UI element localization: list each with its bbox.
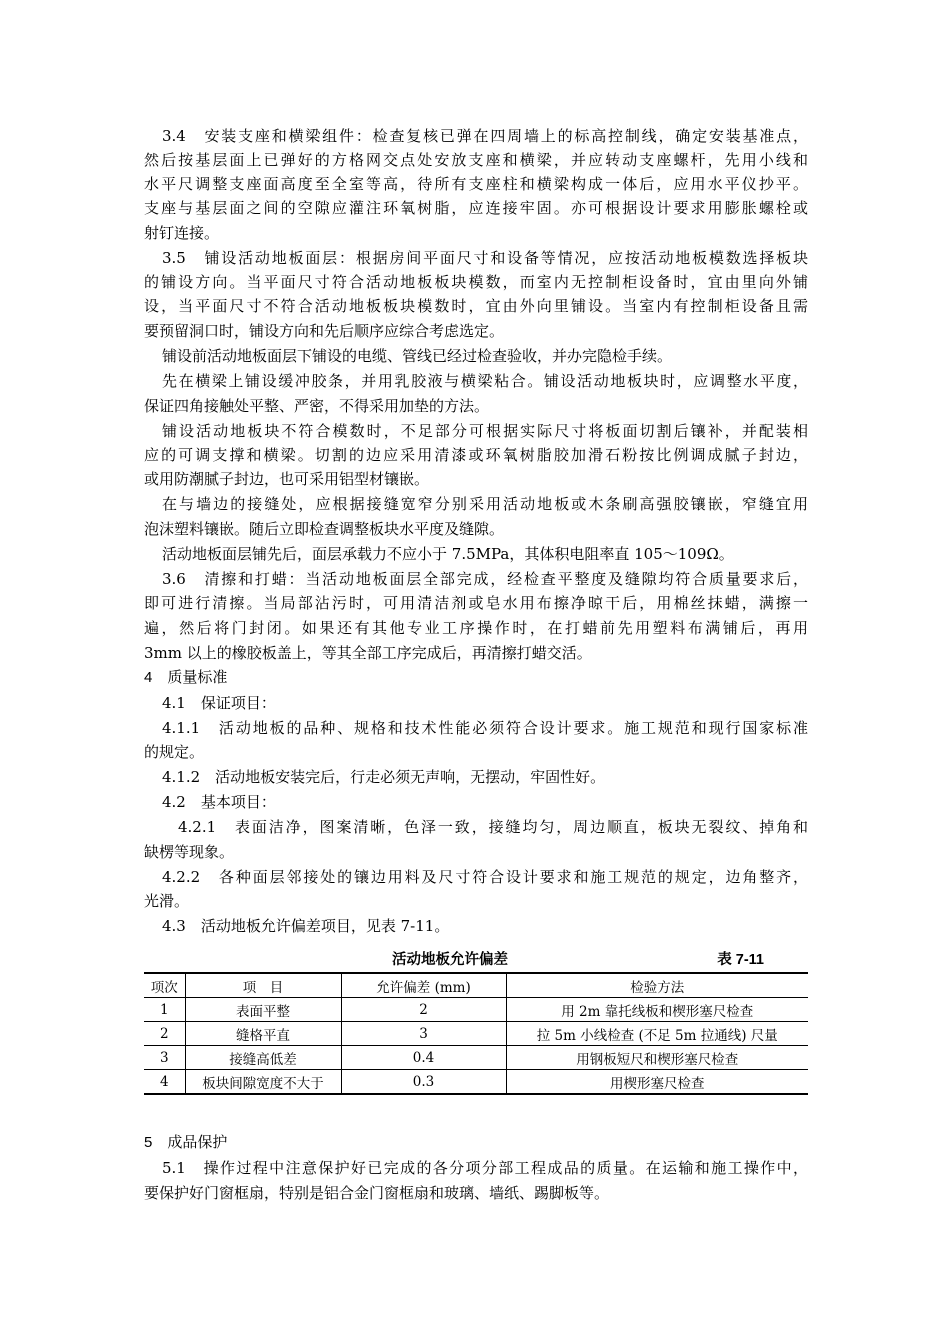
table-cell: 4 <box>159 1073 169 1090</box>
table-row <box>144 1070 808 1095</box>
paragraph-line: 3mm 以上的橡胶板盖上，等其全部工序完成后，再清擦打蜡交活。 <box>144 644 592 662</box>
paragraph-line: 缺楞等现象。 <box>144 843 235 861</box>
subsection-heading: 4.2 基本项目： <box>162 793 276 811</box>
table-cell: 缝格平直 <box>185 1022 341 1046</box>
paragraph-line: 遍，然后将门封闭。如果还有其他专业工序操作时，在打蜡前先用塑料布满铺后，再用 <box>144 619 808 637</box>
paragraph-line: 3.5 铺设活动地板面层：根据房间平面尺寸和设备等情况，应按活动地板模数选择板块 <box>162 249 808 267</box>
table-cell: 1 <box>144 998 185 1022</box>
paragraph-line: 或用防潮腻子封边，也可采用铝型材镶嵌。 <box>144 470 430 488</box>
column-header: 项 目 <box>185 973 341 998</box>
paragraph-line: 水平尺调整支座面高度至全室等高，待所有支座柱和横梁构成一体后，应用水平仪抄平。 <box>144 175 808 193</box>
table-cell: 板块间隙宽度不大于 <box>185 1070 341 1095</box>
paragraph-line: 射钉连接。 <box>144 224 220 242</box>
paragraph-line: 泡沫塑料镶嵌。随后立即检查调整板块水平度及缝隙。 <box>144 520 505 538</box>
table-cell: 2 <box>341 998 506 1022</box>
paragraph-line: 支座与基层面之间的空隙应灌注环氧树脂，应连接牢固。亦可根据设计要求用膨胀螺栓或 <box>144 199 808 217</box>
paragraph-line: 3.4 安装支座和横梁组件：检查复核已弹在四周墙上的标高控制线，确定安装基准点， <box>162 127 808 145</box>
table-cell: 0.4 <box>341 1046 506 1070</box>
table-header-row <box>144 973 808 998</box>
table-caption <box>144 950 808 970</box>
paragraph-line: 4.2.1 表面洁净，图案清晰，色泽一致，接缝均匀，周边顺直，板块无裂纹、掉角和 <box>178 818 808 836</box>
paragraph-line: 4.3 活动地板允许偏差项目，见表 7-11。 <box>162 917 450 935</box>
paragraph-line: 设，当平面尺寸不符合活动地板板块模数时，宜由外向里铺设。当室内有控制柜设备且需 <box>144 297 808 315</box>
paragraph-line: 要预留洞口时，铺设方向和先后顺序应综合考虑选定。 <box>144 322 505 340</box>
table-row <box>144 998 808 1022</box>
paragraph-line: 先在横梁上铺设缓冲胶条，并用乳胶液与横梁粘合。铺设活动地板块时，应调整水平度， <box>162 372 808 390</box>
table-cell: 2 <box>144 1022 185 1046</box>
paragraph-line: 5.1 操作过程中注意保护好已完成的各分项分部工程成品的质量。在运输和施工操作中， <box>162 1159 808 1177</box>
table-row <box>144 1022 808 1046</box>
table-cell: 用 2m 靠托线板和楔形塞尺检查 <box>506 998 808 1022</box>
table-cell: 0.3 <box>341 1070 506 1095</box>
table-cell: 接缝高低差 <box>185 1046 341 1070</box>
tolerance-table <box>144 972 808 1095</box>
table-cell: 3 <box>144 1046 185 1070</box>
paragraph-line: 光滑。 <box>144 892 190 910</box>
paragraph-line: 铺设前活动地板面层下铺设的电缆、管线已经过检查验收，并办完隐检手续。 <box>162 347 673 365</box>
table-number: 表 7-11 <box>717 952 764 968</box>
table-title: 活动地板允许偏差 <box>392 952 508 968</box>
subsection-heading: 4.1 保证项目： <box>162 694 276 712</box>
paragraph-line: 即可进行清擦。当局部沾污时，可用清洁剂或皂水用布擦净晾干后，用棉丝抹蜡，满擦一 <box>144 594 808 612</box>
table-cell: 用钢板短尺和楔形塞尺检查 <box>506 1046 808 1070</box>
table-cell: 用楔形塞尺检查 <box>506 1070 808 1095</box>
paragraph-line: 铺设活动地板块不符合模数时，不足部分可根据实际尺寸将板面切割后镶补，并配装相 <box>162 422 808 440</box>
paragraph-line: 4.1.1 活动地板的品种、规格和技术性能必须符合设计要求。施工规范和现行国家标准 <box>162 719 808 737</box>
section-heading: 5 成品保护 <box>144 1134 228 1151</box>
paragraph-line: 保证四角接触处平整、严密，不得采用加垫的方法。 <box>144 397 490 415</box>
column-header: 检验方法 <box>506 973 808 998</box>
column-header: 项次 <box>144 973 185 998</box>
paragraph-line: 的规定。 <box>144 743 205 761</box>
table-cell: 表面平整 <box>185 998 341 1022</box>
paragraph-line: 然后按基层面上已弹好的方格网交点处安放支座和横梁，并应转动支座螺杆，先用小线和 <box>144 151 808 169</box>
table-cell: 拉 5m 小线检查 (不足 5m 拉通线) 尺量 <box>506 1022 808 1046</box>
table-row <box>144 1046 808 1070</box>
paragraph-line: 应的可调支撑和横梁。切割的边应采用清漆或环氧树脂胶加滑石粉按比例调成腻子封边， <box>144 446 808 464</box>
paragraph-line: 3.6 清擦和打蜡：当活动地板面层全部完成，经检查平整度及缝隙均符合质量要求后， <box>162 570 808 588</box>
table-cell: 3 <box>341 1022 506 1046</box>
section-heading: 4 质量标准 <box>144 669 228 686</box>
paragraph-line: 活动地板面层铺先后，面层承载力不应小于 7.5MPa，其体积电阻率直 105～109Ω。 <box>162 545 734 563</box>
column-header: 允许偏差 (mm) <box>341 973 506 998</box>
paragraph-line: 要保护好门窗框扇，特别是铝合金门窗框扇和玻璃、墙纸、踢脚板等。 <box>144 1184 610 1202</box>
paragraph-line: 4.1.2 活动地板安装完后，行走必须无声响，无摆动，牢固性好。 <box>162 768 606 786</box>
paragraph-line: 的铺设方向。当平面尺寸符合活动地板板块模数，而室内无控制柜设备时，宜由里向外铺 <box>144 273 808 291</box>
paragraph-line: 4.2.2 各种面层邻接处的镶边用料及尺寸符合设计要求和施工规范的规定，边角整齐， <box>162 868 808 886</box>
paragraph-line: 在与墙边的接缝处，应根据接缝宽窄分别采用活动地板或木条刷高强胶镶嵌，窄缝宜用 <box>162 495 808 513</box>
